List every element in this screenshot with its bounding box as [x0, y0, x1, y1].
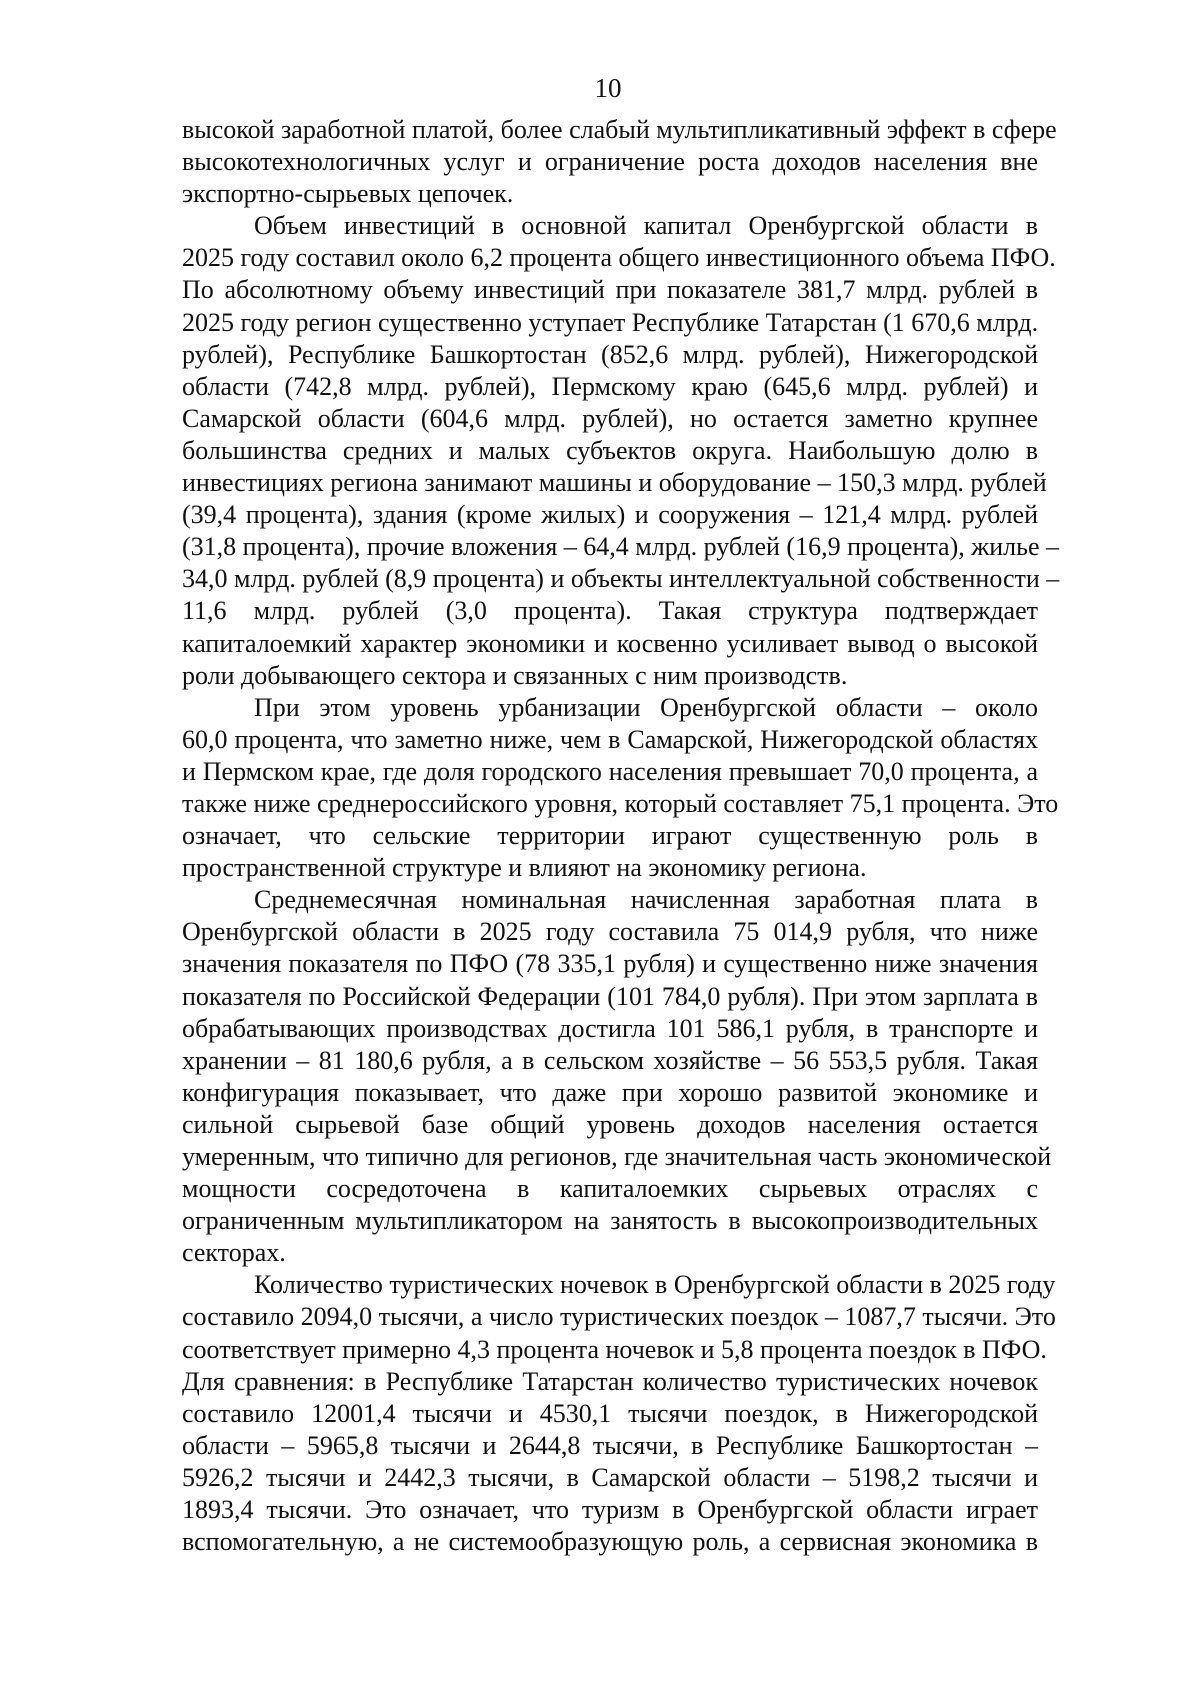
- text-line: секторах.: [182, 1238, 286, 1268]
- text-line: инвестициях региона занимают машины и оборудование – 150,3 млрд. рублей: [182, 468, 1047, 498]
- text-line: капиталоемкий характер экономики и косвенно усиливает вывод о высокой: [182, 628, 1038, 658]
- text-line: составило 12001,4 тысячи и 4530,1 тысячи поездок, в Нижегородской: [182, 1398, 1038, 1428]
- text-line: значения показателя по ПФО (78 335,1 рубля) и существенно ниже значения: [182, 949, 1038, 979]
- text-line: конфигурация показывает, что даже при хорошо развитой экономике и: [182, 1077, 1038, 1107]
- paragraph: [182, 114, 1057, 210]
- text-line: При этом уровень урбанизации Оренбургской области – около: [254, 692, 1038, 722]
- text-line: сильной сырьевой базе общий уровень доходов населения остается: [182, 1109, 1038, 1139]
- text-line: (31,8 процента), прочие вложения – 64,4 млрд. рублей (16,9 процента), жилье –: [182, 532, 1060, 562]
- text-line: вспомогательную, а не системообразующую роль, а сервисная экономика в: [182, 1527, 1038, 1557]
- text-line: высокотехнологичных услуг и ограничение роста доходов населения вне: [182, 147, 1038, 177]
- text-line: 5926,2 тысячи и 2442,3 тысячи, в Самарской области – 5198,2 тысячи и: [182, 1462, 1038, 1492]
- text-line: 11,6 млрд. рублей (3,0 процента). Такая структура подтверждает: [182, 596, 1038, 626]
- paragraph: [182, 692, 1059, 885]
- text-line: области (742,8 млрд. рублей), Пермскому краю (645,6 млрд. рублей) и: [182, 371, 1038, 401]
- text-line: мощности сосредоточена в капиталоемких сырьевых отраслях с: [182, 1174, 1038, 1204]
- text-line: 60,0 процента, что заметно ниже, чем в Самарской, Нижегородской областях: [182, 724, 1038, 754]
- text-line: 2025 году регион существенно уступает Республике Татарстан (1 670,6 млрд.: [182, 307, 1039, 337]
- text-line: (39,4 процента), здания (кроме жилых) и сооружения – 121,4 млрд. рублей: [182, 500, 1038, 530]
- paragraph: [182, 1269, 1056, 1558]
- text-line: Для сравнения: в Республике Татарстан количество туристических ночевок: [182, 1366, 1038, 1396]
- text-line: экспортно-сырьевых цепочек.: [182, 179, 514, 209]
- page-number: 10: [594, 73, 622, 103]
- text-line: роли добывающего сектора и связанных с ним производств.: [182, 660, 848, 690]
- text-line: составило 2094,0 тысячи, а число туристических поездок – 1087,7 тысячи. Это: [182, 1302, 1056, 1332]
- text-line: хранении – 81 180,6 рубля, а в сельском хозяйстве – 56 553,5 рубля. Такая: [182, 1045, 1038, 1075]
- text-line: По абсолютному объему инвестиций при показателе 381,7 млрд. рублей в: [182, 275, 1038, 305]
- text-line: 1893,4 тысячи. Это означает, что туризм в Оренбургской области играет: [182, 1495, 1038, 1525]
- text-line: 34,0 млрд. рублей (8,9 процента) и объекты интеллектуальной собственности –: [182, 564, 1060, 594]
- text-line: Самарской области (604,6 млрд. рублей), но остается заметно крупнее: [182, 403, 1038, 433]
- text-line: показателя по Российской Федерации (101 784,0 рубля). При этом зарплата в: [182, 981, 1038, 1011]
- text-line: области – 5965,8 тысячи и 2644,8 тысячи, в Республике Башкортостан –: [182, 1430, 1038, 1460]
- text-line: рублей), Республике Башкортостан (852,6 млрд. рублей), Нижегородской: [182, 339, 1038, 369]
- text-line: 2025 году составил около 6,2 процента общего инвестиционного объема ПФО.: [182, 243, 1056, 273]
- text-line: Оренбургской области в 2025 году составила 75 014,9 рубля, что ниже: [182, 917, 1038, 947]
- text-line: и Пермском крае, где доля городского населения превышает 70,0 процента, а: [182, 756, 1038, 786]
- text-line: высокой заработной платой, более слабый мультипликативный эффект в сфере: [182, 115, 1057, 144]
- text-line: обрабатывающих производствах достигла 101 586,1 рубля, в транспорте и: [182, 1013, 1038, 1043]
- text-line: Количество туристических ночевок в Оренбургской области в 2025 году: [254, 1270, 1056, 1300]
- text-line: ограниченным мультипликатором на занятость в высокопроизводительных: [182, 1206, 1038, 1236]
- text-line: Среднемесячная номинальная начисленная заработная плата в: [254, 885, 1038, 915]
- text-line: Объем инвестиций в основной капитал Оренбургской области в: [254, 211, 1038, 241]
- text-line: пространственной структуре и влияют на экономику региона.: [182, 853, 867, 883]
- document-body: [182, 114, 1060, 1558]
- text-line: означает, что сельские территории играют существенную роль в: [182, 821, 1038, 851]
- text-line: большинства средних и малых субъектов округа. Наибольшую долю в: [182, 435, 1038, 465]
- paragraph: [182, 884, 1052, 1269]
- text-line: умеренным, что типично для регионов, где значительная часть экономической: [182, 1142, 1052, 1171]
- text-line: соответствует примерно 4,3 процента ночевок и 5,8 процента поездок в ПФО.: [182, 1334, 1047, 1364]
- text-line: также ниже среднероссийского уровня, который составляет 75,1 процента. Это: [182, 788, 1059, 818]
- paragraph: [182, 210, 1060, 691]
